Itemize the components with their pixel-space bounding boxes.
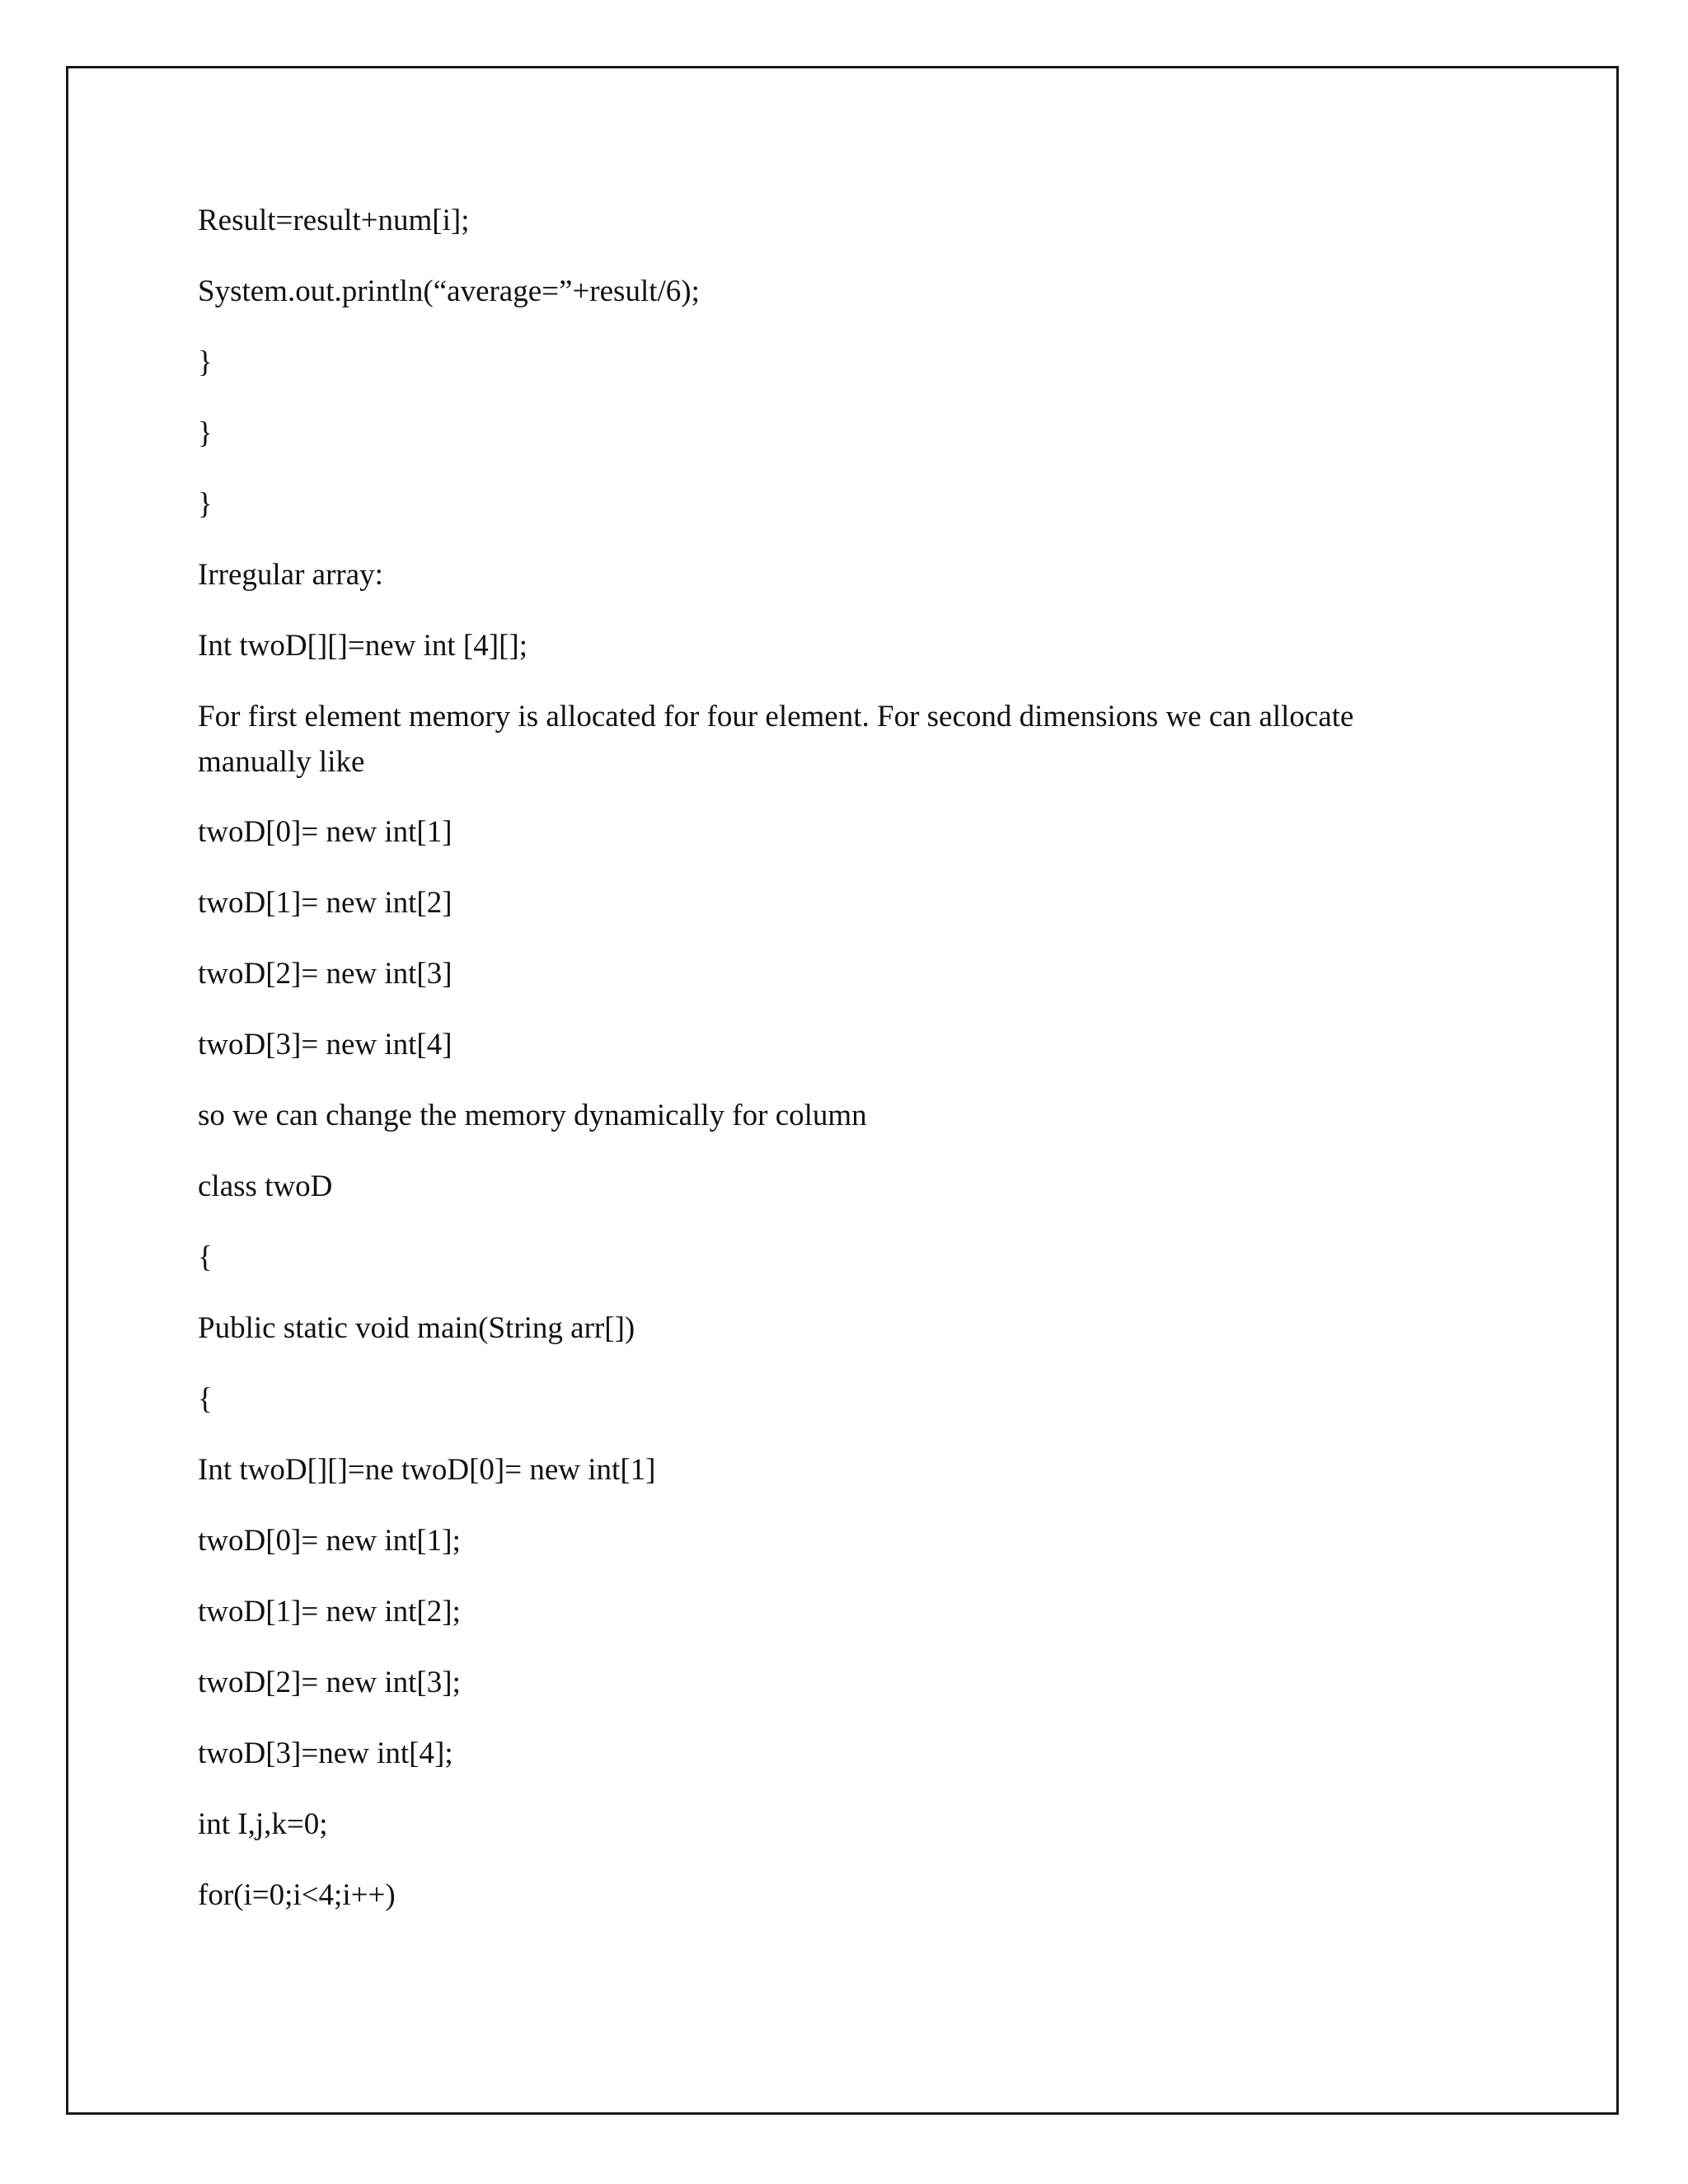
- text-line: twoD[3]=new int[4];: [198, 1736, 453, 1770]
- text-line: {: [198, 1240, 213, 1274]
- text-line: twoD[2]= new int[3]: [198, 957, 452, 991]
- text-line: twoD[1]= new int[2];: [198, 1595, 461, 1629]
- text-line: class twoD: [198, 1169, 333, 1203]
- text-line: twoD[1]= new int[2]: [198, 886, 452, 920]
- text-line: twoD[0]= new int[1]: [198, 815, 452, 849]
- text-line: int I,j,k=0;: [198, 1807, 328, 1841]
- text-line: Int twoD[][]=ne twoD[0]= new int[1]: [198, 1453, 656, 1487]
- text-line: }: [198, 416, 213, 450]
- text-line: Result=result+num[i];: [198, 204, 470, 237]
- text-line: System.out.println(“average=”+result/6);: [198, 274, 700, 308]
- text-line: twoD[2]= new int[3];: [198, 1666, 461, 1699]
- text-line: twoD[3]= new int[4]: [198, 1028, 452, 1062]
- section-heading: Irregular array:: [198, 558, 383, 592]
- paragraph: For first element memory is allocated for four element. For second dimensions we can allocate manually like: [198, 700, 1354, 779]
- text-line: twoD[0]= new int[1];: [198, 1524, 461, 1558]
- text-line: }: [198, 487, 213, 521]
- text-line: Public static void main(String arr[]): [198, 1311, 635, 1345]
- text-line: Int twoD[][]=new int [4][];: [198, 629, 528, 663]
- text-line: so we can change the memory dynamically for column: [198, 1099, 867, 1132]
- text-line: for(i=0;i<4;i++): [198, 1878, 396, 1912]
- text-line: }: [198, 345, 213, 379]
- text-line: {: [198, 1382, 213, 1416]
